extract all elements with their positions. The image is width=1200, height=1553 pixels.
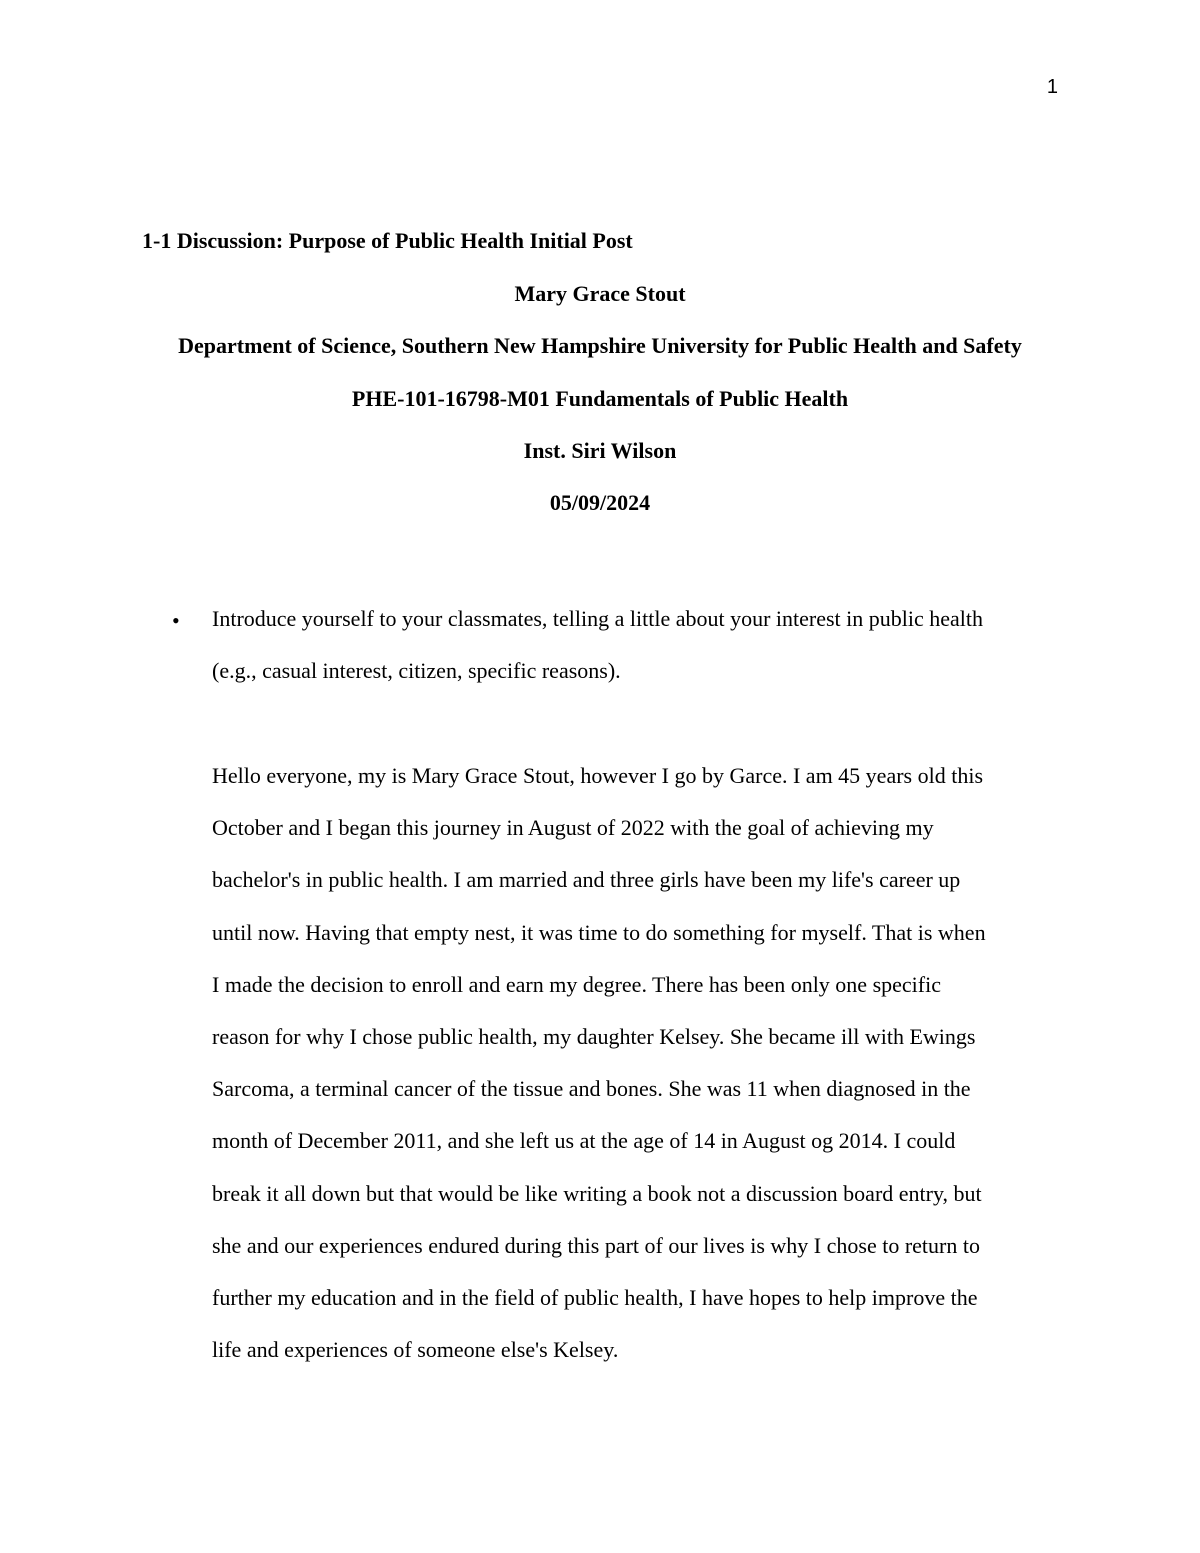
prompt-line: Introduce yourself to your classmates, telling a little about your interest in public health [212,606,984,631]
response-line: Hello everyone, my is Mary Grace Stout, however I go by Garce. I am 45 years old this [212,763,983,788]
course-line: PHE-101-16798-M01 Fundamentals of Public Health [351,386,849,411]
document-title: 1-1 Discussion: Purpose of Public Health Initial Post [142,228,633,253]
date-line: 05/09/2024 [549,490,651,515]
author-name: Mary Grace Stout [514,281,686,306]
response-line: I made the decision to enroll and earn my degree. There has been only one specific [212,971,941,997]
instructor-line: Inst. Siri Wilson [523,438,677,463]
response-line: until now. Having that empty nest, it was time to do something for myself. That is when [212,919,986,945]
prompt-bullet-item [212,593,1052,697]
page-number: 1 [1046,76,1058,98]
response-line: Sarcoma, a terminal cancer of the tissue and bones. She was 11 when diagnosed in the [212,1076,971,1102]
response-line: she and our experiences endured during this part of our lives is why I chose to return to [212,1232,980,1258]
department-line: Department of Science, Southern New Hampshire University for Public Health and Safety [178,333,1022,358]
prompt-line: (e.g., casual interest, citizen, specific reasons). [212,658,621,683]
response-line: bachelor's in public health. I am married and three girls have been my life's career up [212,867,961,893]
response-line: reason for why I chose public health, my daughter Kelsey. She became ill with Ewings [212,1024,976,1050]
bullet-icon: • [172,608,180,633]
response-paragraph [212,750,1057,1376]
response-line: further my education and in the field of public health, I have hopes to help improve the [212,1285,978,1311]
response-line: October and I began this journey in August of 2022 with the goal of achieving my [212,815,934,841]
response-line: life and experiences of someone else's Kelsey. [212,1337,619,1363]
response-line: month of December 2011, and she left us at the age of 14 in August og 2014. I could [212,1128,956,1154]
response-line: break it all down but that would be like writing a book not a discussion board entry, but [212,1180,982,1206]
